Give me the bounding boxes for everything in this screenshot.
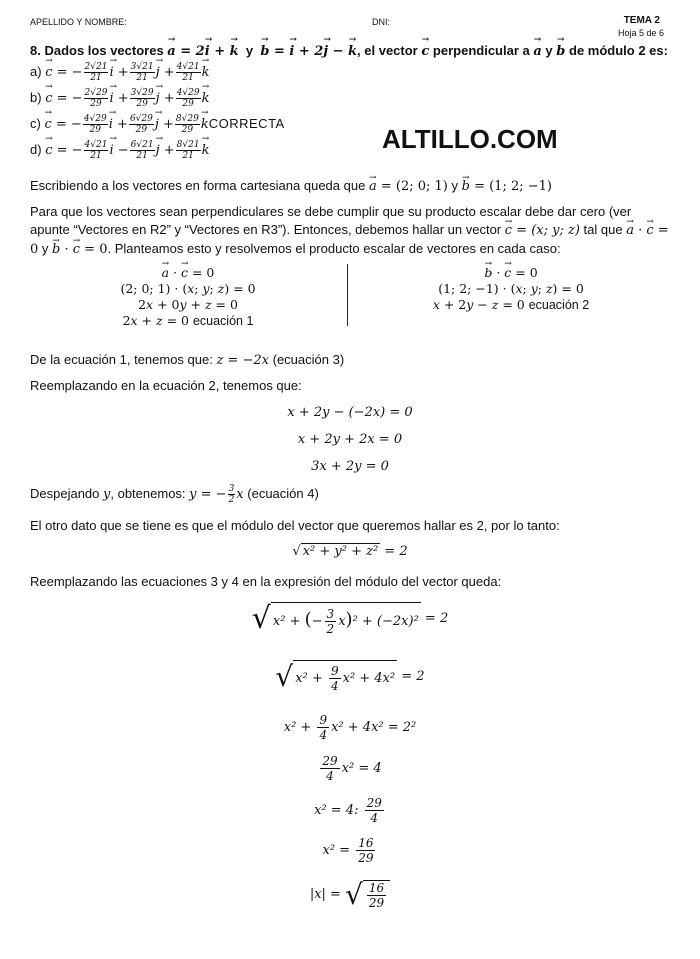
correct-badge: CORRECTA <box>208 115 285 131</box>
paragraph-eq3: De la ecuación 1, tenemos que: z = −2x (ecuación 3) <box>30 352 345 368</box>
tema-label: TEMA 2 <box>623 15 660 26</box>
dni-label: DNI: <box>372 17 390 27</box>
eq-module: √ x² + y² + z² = 2 <box>292 544 408 559</box>
eq-x2-div: x² = 4: $\frac{29}{4}$ <box>314 796 382 825</box>
eq-line-2: x + 2y + 2x = 0 <box>297 432 403 447</box>
eq-line-1: x + 2y − (−2x) = 0 <box>287 405 413 420</box>
eq-x2-value: x² = $\frac{16}{29}$ <box>322 836 374 865</box>
paragraph-perpendicular: Para que los vectores sean perpendiculares se debe cumplir que su producto escalar debe dar cero (ver apunte “Vectores en R2” y “Vectores en R3”). Entonces, debemos hallar un vector → c = (x; y; z) tal que → a · → c = 0 y → b · → c = 0. Planteamos esto y resolvemos el producto escalar de vectores en cada caso: <box>30 203 670 259</box>
system-divider <box>347 264 348 326</box>
option-a: a) → c = − $\frac{2√21}{21}$ → i + $\frac{3√21}{21}$ → j + $\frac{4√21}{21}$ → k <box>30 62 209 83</box>
apellido-label: APELLIDO Y NOMBRE: <box>30 17 127 27</box>
hoja-label: Hoja 5 de 6 <box>617 28 664 38</box>
option-c: c) → c = − $\frac{4√29}{29}$ → i + $\frac{6√29}{29}$ → j + $\frac{8√29}{29}$ → kCORRECTA <box>30 114 285 135</box>
paragraph-eq4: Despejando y, obtenemos: y = − $\frac{3}{2}$ x (ecuación 4) <box>30 484 319 505</box>
paragraph-cartesian: Escribiendo a los vectores en forma cartesiana queda que → a = (2; 0; 1) y → b = (1; 2; −1) <box>30 177 670 196</box>
option-b: b) → c = − $\frac{2√29}{29}$ → i + $\frac{3√29}{29}$ → j + $\frac{4√29}{29}$ → k <box>30 88 209 109</box>
eq-abs-x: |x| = √ $\frac{16}{29}$ <box>0 878 700 911</box>
eq-squared: x² + $\frac{9}{4}$ x² + 4x² = 2² <box>283 713 417 742</box>
paragraph-module: El otro dato que se tiene es que el módulo del vector que queremos hallar es 2, por lo tanto: <box>30 518 560 533</box>
option-d: d) → c = − $\frac{4√21}{21}$ → i − $\frac{6√21}{21}$ → j + $\frac{8√21}{21}$ → k <box>30 140 209 161</box>
question-title: 8. Dados los vectores → a = 2→ i + → k y → b = → i + 2→ j − → k, el vector → c perpendicular a → a y → b de módulo 2 es: <box>30 43 668 59</box>
paragraph-replace-eq2: Reemplazando en la ecuación 2, tenemos que: <box>30 378 302 393</box>
paragraph-replace-module: Reemplazando las ecuaciones 3 y 4 en la expresión del módulo del vector queda: <box>30 574 502 589</box>
system-left: → a · → c = 0 (2; 0; 1) · (x; y; z) = 0 2x + 0y + z = 0 2x + z = 0 ecuación 1 <box>0 265 376 329</box>
eq-sqrt-2: √ x² + $\frac{9}{4}$ x² + 4x² = 2 <box>275 660 425 693</box>
eq-29-4: $\frac{29}{4}$ x² = 4 <box>322 754 382 783</box>
eq-line-3: 3x + 2y = 0 <box>311 459 389 474</box>
system-right: → b · → c = 0 (1; 2; −1) · (x; y; z) = 0 x + 2y − z = 0 ecuación 2 <box>358 265 664 313</box>
watermark-logo: ALTILLO.COM <box>382 124 558 154</box>
eq-sqrt-1: √ x² + (− $\frac{3}{2}$ x)² + (−2x)² = 2 <box>251 601 449 636</box>
